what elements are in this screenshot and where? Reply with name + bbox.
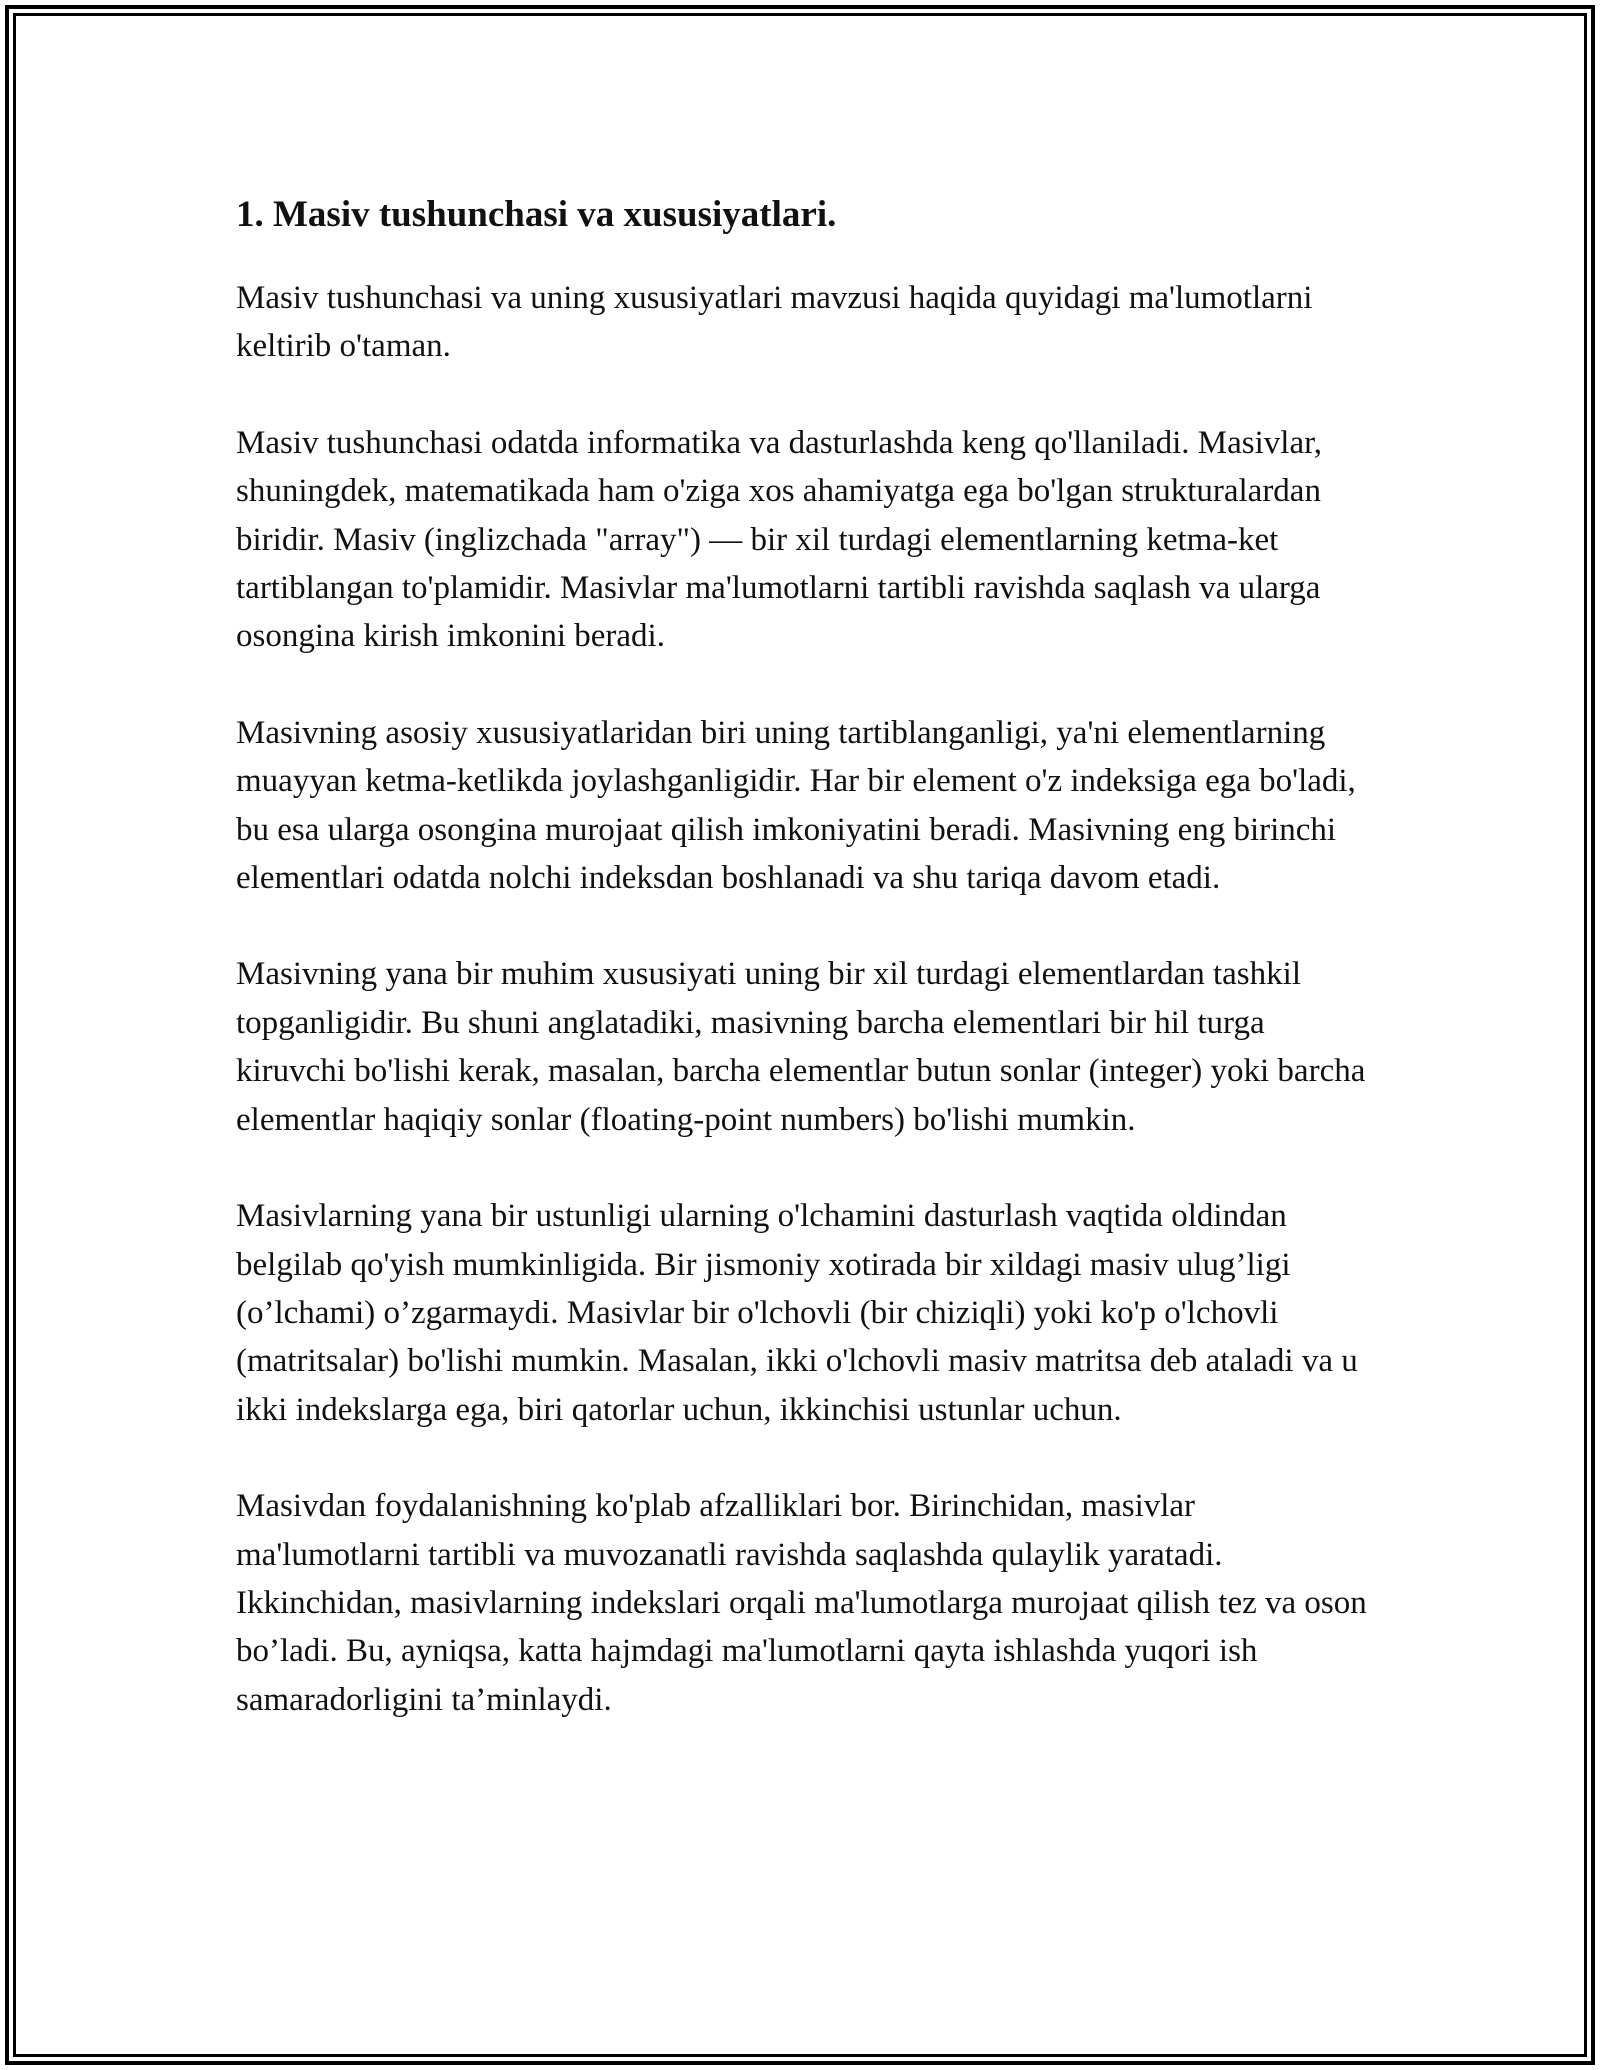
paragraph-homogeneity: Masivning yana bir muhim xususiyati uning bir xil turdagi elementlardan tashkil topganligidir. Bu shuni anglatadiki, masivning barcha elementlari bir hil turga kiruvchi bo'lishi kerak, masalan, barcha elementlar butun sonlar (integer) yoki barcha elementlar haqiqiy sonlar (floating-point numbers) bo'lishi mumkin. — [236, 956, 1366, 1138]
paragraph-definition: Masiv tushunchasi odatda informatika va dasturlashda keng qo'llaniladi. Masivlar, shuningdek, matematikada ham o'ziga xos ahamiyatga ega bo'lgan strukturalardan biridir. Masiv (inglizchada "array") — bir xil turdagi elementlarning ketma-ket tartiblangan to'plamidir. Masivlar ma'lumotlarni tartibli ravishda saqlash va ularga osongina kirish imkonini beradi. — [236, 424, 1323, 655]
paragraph-advantages: Masivdan foydalanishning ko'plab afzalliklari bor. Birinchidan, masivlar ma'lumotlarni tartibli va muvozanatli ravishda saqlashda qulaylik yaratadi. Ikkinchidan, masivlarning indekslari orqali ma'lumotlarga murojaat qilish tez va oson bo’ladi. Bu, ayniqsa, katta hajmdagi ma'lumotlarni qayta ishlashda yuqori ish samaradorligini ta’minlaydi. — [236, 1488, 1367, 1718]
paragraph-intro: Masiv tushunchasi va uning xususiyatlari mavzusi haqida quyidagi ma'lumotlarni keltirib o'taman. — [236, 280, 1313, 365]
paragraph-size-dimensions: Masivlarning yana bir ustunligi ularning o'lchamini dasturlash vaqtida oldindan belgilab qo'yish mumkinligida. Bir jismoniy xotirada bir xildagi masiv ulug’ligi (o’lchami) o’zgarmaydi. Masivlar bir o'lchovli (bir chiziqli) yoki ko'p o'lchovli (matritsalar) bo'lishi mumkin. Masalan, ikki o'lchovli masiv matritsa deb ataladi va u ikki indekslarga ega, biri qatorlar uchun, ikkinchisi ustunlar uchun. — [236, 1198, 1358, 1428]
paragraph-ordering: Masivning asosiy xususiyatlaridan biri uning tartiblanganligi, ya'ni elementlarning muayyan ketma-ketlikda joylashganligidir. Har bir element o'z indeksiga ega bo'ladi, bu esa ularga osongina murojaat qilish imkoniyatini beradi. Masivning eng birinchi elementlari odatda nolchi indeksdan boshlanadi va shu tariqa davom etadi. — [236, 714, 1356, 897]
document-body — [236, 186, 1376, 1772]
section-heading: 1. Masiv tushunchasi va xususiyatlari. — [236, 194, 837, 235]
